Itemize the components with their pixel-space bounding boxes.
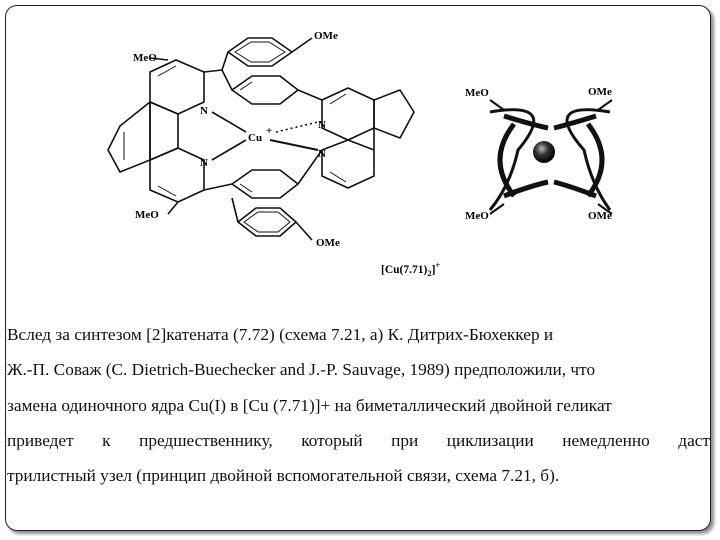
meo-label-top: MeO bbox=[133, 52, 157, 64]
ome-label-top: OMe bbox=[314, 30, 338, 42]
complex-formula: $[Cu(7.71)_2]^+$ bbox=[381, 260, 441, 278]
nitrogen-label: N bbox=[200, 157, 208, 169]
phen-middle-ring bbox=[108, 102, 150, 172]
phen-right-upper-ring bbox=[322, 88, 374, 140]
lower-phenyl-ring bbox=[232, 170, 298, 198]
paragraph-line: трилистный узел (принцип двойной вспомогательной связи, схема 7.21, б). bbox=[7, 466, 560, 486]
copper-charge: + bbox=[266, 125, 273, 137]
paragraph-line: Ж.-П. Соваж (C. Dietrich-Buechecker and J.-P. Sauvage, 1989) предположили, что bbox=[7, 360, 596, 380]
phen-lower-ring bbox=[150, 148, 204, 202]
ome-label-bottom: OMe bbox=[316, 237, 340, 249]
phen-right-lower-ring bbox=[322, 140, 374, 188]
upper-phenyl-ring bbox=[232, 76, 298, 104]
paragraph-line: приведет к предшественнику, который при циклизации немедленно даст bbox=[7, 430, 710, 450]
schema-ome-label: OMe bbox=[588, 86, 612, 98]
schema-meo-label: MeO bbox=[465, 87, 489, 99]
meo-label-bottom: MeO bbox=[135, 209, 159, 221]
description-paragraph bbox=[7, 317, 710, 493]
schema-meo-label: MeO bbox=[465, 210, 489, 222]
copper-label: Cu bbox=[248, 132, 263, 144]
paragraph-line: замена одиночного ядра Cu(I) в [Cu (7.71)]+ на биметаллический двойной геликат bbox=[7, 395, 612, 415]
schema-ome-label: OMe bbox=[588, 210, 612, 222]
nitrogen-label: N bbox=[318, 148, 326, 160]
nitrogen-label: N bbox=[318, 119, 326, 131]
copper-center-sphere bbox=[533, 141, 555, 163]
nitrogen-label: N bbox=[200, 105, 208, 117]
paragraph-line: Вслед за синтезом [2]катената (7.72) (схема 7.21, а) К. Дитрих-Бюхеккер и bbox=[7, 325, 554, 344]
phen-right-middle-ring bbox=[374, 90, 414, 138]
